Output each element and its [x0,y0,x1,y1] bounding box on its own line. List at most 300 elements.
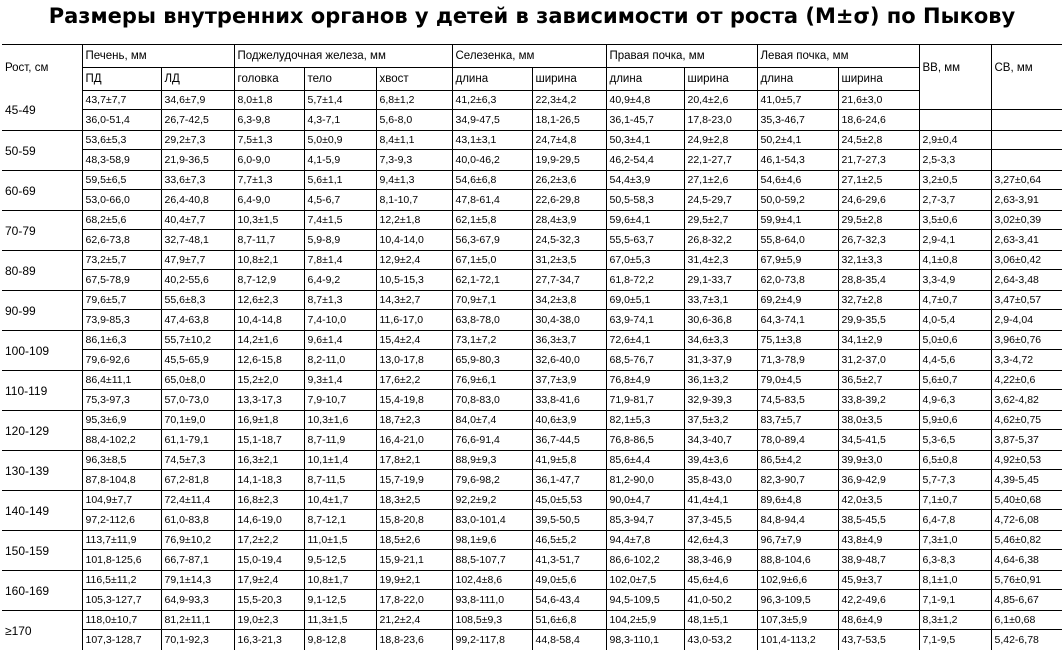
cell-range: 10,4-14,8 [234,310,304,331]
cell-range: 4,64-6,38 [991,550,1062,571]
row-label-height: 120-129 [2,411,82,451]
cell-mean: 81,2±11,1 [161,611,234,630]
cell-range: 38,3-46,9 [684,550,757,571]
cell-mean: 84,0±7,4 [452,411,532,430]
cell-range: 78,0-89,4 [757,430,838,451]
cell-mean: 2,9±0,4 [919,131,991,150]
cell-range: 43,7-53,5 [838,630,919,651]
cell-range: 36,9-42,9 [838,470,919,491]
cell-mean [991,131,1062,150]
subheader-right-kidney-length: длина [606,68,684,91]
cell-range: 24,6-29,6 [838,190,919,211]
cell-range: 9,8-12,8 [304,630,376,651]
cell-mean: 41,4±4,1 [684,491,757,510]
cell-mean: 116,5±11,2 [82,571,161,590]
table-row-mean [2,491,1062,510]
cell-range: 87,8-104,8 [82,470,161,491]
subheader-liver-ld: ЛД [161,68,234,91]
cell-mean: 31,2±3,5 [532,251,606,270]
cell-mean: 47,9±7,7 [161,251,234,270]
cell-range: 14,1-18,3 [234,470,304,491]
cell-mean: 62,1±5,8 [452,211,532,230]
table-row-mean [2,331,1062,350]
cell-range: 76,8-86,5 [606,430,684,451]
cell-range: 24,5-29,7 [684,190,757,211]
cell-mean: 10,1±1,4 [304,451,376,470]
cell-mean: 50,2±4,1 [757,131,838,150]
cell-range: 45,5-65,9 [161,350,234,371]
cell-mean: 5,9±0,6 [919,411,991,430]
cell-mean: 76,8±4,9 [606,371,684,390]
cell-mean: 68,2±5,6 [82,211,161,230]
cell-mean: 28,4±3,9 [532,211,606,230]
cell-mean: 86,5±4,2 [757,451,838,470]
cell-range: 8,7-12,9 [234,270,304,291]
cell-range: 65,9-80,3 [452,350,532,371]
cell-range: 63,9-74,1 [606,310,684,331]
table-row-range [2,190,1062,211]
cell-mean: 55,7±10,2 [161,331,234,350]
cell-range [919,110,991,131]
cell-mean: 7,7±1,3 [234,171,304,190]
cell-mean: 79,1±14,3 [161,571,234,590]
cell-range: 41,0-50,2 [684,590,757,611]
cell-range: 29,1-33,7 [684,270,757,291]
subheader-liver-pd: ПД [82,68,161,91]
cell-mean: 75,1±3,8 [757,331,838,350]
row-label-height: 45-49 [2,91,82,131]
cell-mean: 9,3±1,4 [304,371,376,390]
cell-mean: 39,4±3,6 [684,451,757,470]
cell-range: 31,3-37,9 [684,350,757,371]
cell-mean: 42,0±3,5 [838,491,919,510]
cell-mean [919,91,991,110]
header-height: Рост, см [2,45,82,91]
table-row-range [2,390,1062,411]
cell-range: 54,6-43,4 [532,590,606,611]
cell-range: 2,5-3,3 [919,150,991,171]
cell-mean: 102,0±7,5 [606,571,684,590]
cell-range: 32,9-39,3 [684,390,757,411]
cell-mean: 7,1±0,7 [919,491,991,510]
cell-range [991,150,1062,171]
cell-range: 35,3-46,7 [757,110,838,131]
cell-mean: 19,0±2,3 [234,611,304,630]
cell-range: 4,72-6,08 [991,510,1062,531]
cell-mean: 12,2±1,8 [376,211,452,230]
cell-mean: 37,5±3,2 [684,411,757,430]
cell-mean: 20,4±2,6 [684,91,757,110]
table-row-range [2,550,1062,571]
cell-mean: 4,62±0,75 [991,411,1062,430]
cell-mean: 12,6±2,3 [234,291,304,310]
cell-mean: 59,9±4,1 [757,211,838,230]
table-row-range [2,470,1062,491]
cell-mean: 53,6±5,3 [82,131,161,150]
cell-range: 36,1-47,7 [532,470,606,491]
cell-mean: 10,3±1,5 [234,211,304,230]
cell-range: 34,5-41,5 [838,430,919,451]
cell-range: 5,6-8,0 [376,110,452,131]
table-row-mean [2,571,1062,590]
cell-mean: 3,96±0,76 [991,331,1062,350]
cell-mean: 67,0±5,3 [606,251,684,270]
cell-mean: 72,4±11,4 [161,491,234,510]
cell-mean: 34,2±3,8 [532,291,606,310]
cell-range: 12,6-15,8 [234,350,304,371]
cell-range: 8,7-11,9 [304,430,376,451]
table-row-mean [2,131,1062,150]
cell-range: 35,8-43,0 [684,470,757,491]
cell-mean: 26,2±3,6 [532,171,606,190]
cell-mean: 32,1±3,3 [838,251,919,270]
cell-range: 8,7-12,1 [304,510,376,531]
cell-range: 46,2-54,4 [606,150,684,171]
cell-mean [991,91,1062,110]
cell-range: 18,6-24,6 [838,110,919,131]
cell-mean: 3,5±0,6 [919,211,991,230]
cell-range: 2,9-4,04 [991,310,1062,331]
cell-range: 10,4-14,0 [376,230,452,251]
cell-mean: 40,6±3,9 [532,411,606,430]
cell-mean: 88,9±9,3 [452,451,532,470]
cell-range: 26,7-42,5 [161,110,234,131]
cell-range: 42,2-49,6 [838,590,919,611]
table-row-range [2,110,1062,131]
cell-range: 38,9-48,7 [838,550,919,571]
cell-mean: 69,2±4,9 [757,291,838,310]
cell-range: 36,1-45,7 [606,110,684,131]
cell-mean: 5,0±0,6 [919,331,991,350]
cell-range: 101,4-113,2 [757,630,838,651]
cell-range: 7,9-10,7 [304,390,376,411]
cell-mean: 108,5±9,3 [452,611,532,630]
cell-mean: 5,46±0,82 [991,531,1062,550]
cell-mean: 24,5±2,8 [838,131,919,150]
cell-range: 34,3-40,7 [684,430,757,451]
cell-range: 41,3-51,7 [532,550,606,571]
cell-mean: 83,7±5,7 [757,411,838,430]
subheader-left-kidney-length: длина [757,68,838,91]
cell-mean: 54,6±6,8 [452,171,532,190]
cell-mean: 8,1±1,0 [919,571,991,590]
header-spleen: Селезенка, мм [452,45,606,68]
cell-range: 27,7-34,7 [532,270,606,291]
table-row-range [2,590,1062,611]
cell-range: 4,3-7,1 [304,110,376,131]
cell-range: 96,3-109,5 [757,590,838,611]
cell-mean: 104,9±7,7 [82,491,161,510]
cell-mean: 51,6±6,8 [532,611,606,630]
cell-range: 47,4-63,8 [161,310,234,331]
cell-mean: 29,5±2,7 [684,211,757,230]
cell-mean: 17,9±2,4 [234,571,304,590]
cell-range: 67,5-78,9 [82,270,161,291]
cell-mean: 34,1±2,9 [838,331,919,350]
cell-range: 6,4-7,8 [919,510,991,531]
cell-mean: 86,1±6,3 [82,331,161,350]
cell-range: 71,3-78,9 [757,350,838,371]
cell-mean: 6,5±0,8 [919,451,991,470]
cell-range: 8,7-11,7 [234,230,304,251]
cell-range: 50,0-59,2 [757,190,838,211]
cell-mean: 33,6±7,3 [161,171,234,190]
cell-range: 21,9-36,5 [161,150,234,171]
cell-range: 5,3-6,5 [919,430,991,451]
cell-mean: 19,9±2,1 [376,571,452,590]
cell-mean: 79,6±5,7 [82,291,161,310]
cell-range: 3,3-4,9 [919,270,991,291]
cell-mean: 4,22±0,6 [991,371,1062,390]
cell-range: 16,3-21,3 [234,630,304,651]
row-label-height: 100-109 [2,331,82,371]
cell-range: 22,6-29,8 [532,190,606,211]
cell-mean: 67,1±5,0 [452,251,532,270]
cell-range: 38,5-45,5 [838,510,919,531]
cell-range: 62,1-72,1 [452,270,532,291]
cell-range: 11,6-17,0 [376,310,452,331]
cell-range: 83,0-101,4 [452,510,532,531]
cell-range: 28,8-35,4 [838,270,919,291]
cell-mean: 69,0±5,1 [606,291,684,310]
cell-range: 33,8-39,2 [838,390,919,411]
cell-range: 2,63-3,91 [991,190,1062,211]
cell-range: 2,7-3,7 [919,190,991,211]
row-label-height: ≥170 [5,623,32,638]
cell-range: 4,4-5,6 [919,350,991,371]
cell-mean: 7,8±1,4 [304,251,376,270]
cell-range: 74,5-83,5 [757,390,838,411]
cell-range: 99,2-117,8 [452,630,532,651]
cell-mean: 14,2±1,6 [234,331,304,350]
cell-range: 2,63-3,41 [991,230,1062,251]
cell-mean: 45,6±4,6 [684,571,757,590]
cell-mean: 38,0±3,5 [838,411,919,430]
cell-mean: 8,0±1,8 [234,91,304,110]
cell-range: 15,5-20,3 [234,590,304,611]
cell-mean: 45,0±5,53 [532,491,606,510]
cell-range: 71,9-81,7 [606,390,684,411]
cell-mean: 41,0±5,7 [757,91,838,110]
cell-mean: 4,92±0,53 [991,451,1062,470]
cell-mean: 70,9±7,1 [452,291,532,310]
cell-range: 5,42-6,78 [991,630,1062,651]
table-row-range [2,310,1062,331]
cell-mean: 107,3±5,9 [757,611,838,630]
cell-mean: 5,7±1,4 [304,91,376,110]
cell-range: 7,3-9,3 [376,150,452,171]
cell-range: 34,9-47,5 [452,110,532,131]
cell-range: 46,1-54,3 [757,150,838,171]
cell-mean: 5,76±0,91 [991,571,1062,590]
cell-range: 43,0-53,2 [684,630,757,651]
cell-mean: 10,3±1,6 [304,411,376,430]
cell-range: 62,0-73,8 [757,270,838,291]
cell-range: 93,8-111,0 [452,590,532,611]
cell-range: 70,1-92,3 [161,630,234,651]
table-row-mean [2,451,1062,470]
cell-range: 61,8-72,2 [606,270,684,291]
cell-range: 47,8-61,4 [452,190,532,211]
cell-mean: 39,9±3,0 [838,451,919,470]
cell-range: 36,0-51,4 [82,110,161,131]
cell-range: 26,7-32,3 [838,230,919,251]
cell-mean: 4,7±0,7 [919,291,991,310]
cell-mean: 76,9±6,1 [452,371,532,390]
cell-range: 70,8-83,0 [452,390,532,411]
cell-range: 4,39-5,45 [991,470,1062,491]
subheader-pancreas-head: головка [234,68,304,91]
cell-range: 64,3-74,1 [757,310,838,331]
row-label-height: 150-159 [2,531,82,571]
table-row-range [2,270,1062,291]
cell-range: 16,4-21,0 [376,430,452,451]
cell-mean: 33,7±3,1 [684,291,757,310]
cell-mean: 7,5±1,3 [234,131,304,150]
cell-range: 9,5-12,5 [304,550,376,571]
cell-mean: 6,8±1,2 [376,91,452,110]
cell-range: 66,7-87,1 [161,550,234,571]
cell-mean: 98,1±9,6 [452,531,532,550]
cell-range: 17,8-22,0 [376,590,452,611]
cell-mean: 96,7±7,9 [757,531,838,550]
cell-mean: 18,3±2,5 [376,491,452,510]
cell-range: 73,9-85,3 [82,310,161,331]
cell-range: 33,8-41,6 [532,390,606,411]
cell-mean: 7,4±1,5 [304,211,376,230]
cell-range: 79,6-92,6 [82,350,161,371]
cell-mean: 8,4±1,1 [376,131,452,150]
cell-range: 17,8-23,0 [684,110,757,131]
table-row-mean [2,531,1062,550]
header-liver: Печень, мм [82,45,234,68]
cell-range: 82,3-90,7 [757,470,838,491]
row-label-height: 110-119 [2,371,82,411]
cell-range: 50,5-58,3 [606,190,684,211]
cell-range: 15,4-19,8 [376,390,452,411]
cell-range: 107,3-128,7 [82,630,161,651]
cell-mean: 67,9±5,9 [757,251,838,270]
cell-range: 5,7-7,3 [919,470,991,491]
cell-range: 105,3-127,7 [82,590,161,611]
cell-mean: 27,1±2,5 [838,171,919,190]
table-body [2,91,1062,651]
cell-range: 30,6-36,8 [684,310,757,331]
page-title: Размеры внутренних органов у детей в зависимости от роста (M±σ) по Пыкову [48,4,1016,28]
cell-mean: 24,9±2,8 [684,131,757,150]
cell-mean: 102,9±6,6 [757,571,838,590]
cell-mean: 55,6±8,3 [161,291,234,310]
subheader-left-kidney-width: ширина [838,68,919,91]
cell-mean: 31,4±2,3 [684,251,757,270]
cell-range: 18,8-23,6 [376,630,452,651]
cell-mean: 50,3±4,1 [606,131,684,150]
cell-range: 8,1-10,7 [376,190,452,211]
row-label-height: 70-79 [2,211,82,251]
cell-mean: 3,47±0,57 [991,291,1062,310]
cell-range: 4,0-5,4 [919,310,991,331]
cell-range: 3,62-4,82 [991,390,1062,411]
cell-range: 57,0-73,0 [161,390,234,411]
cell-mean: 10,8±1,7 [304,571,376,590]
cell-range: 21,7-27,3 [838,150,919,171]
cell-range: 14,6-19,0 [234,510,304,531]
cell-mean: 89,6±4,8 [757,491,838,510]
subheader-spleen-length: длина [452,68,532,91]
table-row-range [2,510,1062,531]
cell-mean: 37,7±3,9 [532,371,606,390]
header-pancreas: Поджелудочная железа, мм [234,45,452,68]
table-row-mean [2,251,1062,270]
organ-size-table [2,44,1062,650]
cell-mean: 17,2±2,2 [234,531,304,550]
cell-mean: 3,06±0,42 [991,251,1062,270]
cell-range: 84,8-94,4 [757,510,838,531]
row-label-height: 50-59 [2,131,82,171]
cell-range: 40,0-46,2 [452,150,532,171]
cell-mean: 18,7±2,3 [376,411,452,430]
table-row-range [2,350,1062,371]
cell-range: 48,3-58,9 [82,150,161,171]
cell-mean: 43,1±3,1 [452,131,532,150]
subheader-spleen-width: ширина [532,68,606,91]
cell-mean: 22,3±4,2 [532,91,606,110]
cell-range: 4,5-6,7 [304,190,376,211]
cell-range: 26,4-40,8 [161,190,234,211]
cell-mean: 21,6±3,0 [838,91,919,110]
header-right-kidney: Правая почка, мм [606,45,757,68]
cell-mean: 10,8±2,1 [234,251,304,270]
cell-range: 8,2-11,0 [304,350,376,371]
cell-mean: 10,4±1,7 [304,491,376,510]
cell-mean: 96,3±8,5 [82,451,161,470]
cell-range: 15,7-19,9 [376,470,452,491]
cell-range: 55,8-64,0 [757,230,838,251]
cell-mean: 14,3±2,7 [376,291,452,310]
cell-mean: 16,3±2,1 [234,451,304,470]
cell-mean: 41,9±5,8 [532,451,606,470]
table-row-range [2,430,1062,451]
cell-range: 4,1-5,9 [304,150,376,171]
table-row-mean [2,411,1062,430]
table-row-mean [2,91,1062,110]
cell-mean: 46,5±5,2 [532,531,606,550]
row-label-height: 160-169 [2,571,82,611]
cell-range: 63,8-78,0 [452,310,532,331]
cell-range: 79,6-98,2 [452,470,532,491]
cell-mean: 3,02±0,39 [991,211,1062,230]
cell-mean: 92,2±9,2 [452,491,532,510]
cell-range: 19,9-29,5 [532,150,606,171]
cell-mean: 43,8±4,9 [838,531,919,550]
cell-mean: 40,9±4,8 [606,91,684,110]
cell-mean: 11,3±1,5 [304,611,376,630]
cell-mean: 45,9±3,7 [838,571,919,590]
subheader-right-kidney-width: ширина [684,68,757,91]
cell-range: 6,4-9,0 [234,190,304,211]
table-row-range [2,150,1062,171]
cell-mean: 24,7±4,8 [532,131,606,150]
row-label-height: 90-99 [2,291,82,331]
cell-range: 7,1-9,5 [919,630,991,651]
cell-mean: 8,7±1,3 [304,291,376,310]
table-row-range [2,630,1062,651]
cell-mean: 72,6±4,1 [606,331,684,350]
cell-range: 32,6-40,0 [532,350,606,371]
cell-range: 6,0-9,0 [234,150,304,171]
cell-mean: 8,3±1,2 [919,611,991,630]
cell-range: 88,4-102,2 [82,430,161,451]
